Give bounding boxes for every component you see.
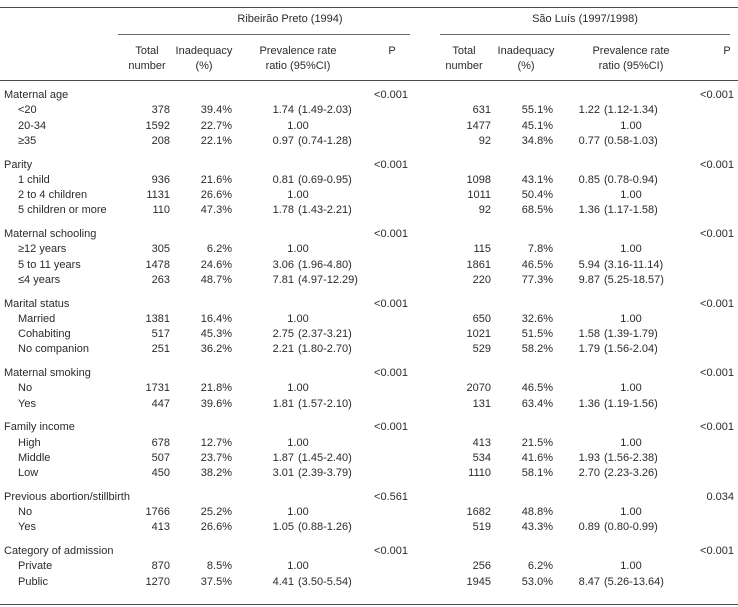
inadequacy-a: 48.7% <box>200 273 232 286</box>
total-b: 1477 <box>466 119 491 132</box>
inadequacy-a: 45.3% <box>200 328 232 341</box>
p-value-a: <0.001 <box>374 297 408 310</box>
total-b: 220 <box>472 273 491 286</box>
inadequacy-a: 8.5% <box>206 560 232 573</box>
total-b: 115 <box>473 243 491 256</box>
ci-a: (1.45-2.40) <box>298 451 352 464</box>
p-value-a: <0.001 <box>374 228 408 240</box>
pr-a: 0.81 <box>272 173 294 186</box>
inadequacy-a: 47.3% <box>200 204 232 217</box>
ci-a: (1.57-2.10) <box>298 397 352 410</box>
ci-b: (0.80-0.99) <box>604 521 658 534</box>
row-label: Private <box>18 560 53 573</box>
p-value-a: <0.001 <box>374 367 408 379</box>
total-b: 1945 <box>466 575 491 588</box>
pr-b: 9.87 <box>578 273 600 286</box>
inadequacy-b: 34.8% <box>521 134 553 147</box>
total-a: 413 <box>151 521 170 534</box>
total-b: 131 <box>472 397 491 410</box>
inadequacy-a: 21.8% <box>200 382 232 395</box>
inadequacy-a: 37.5% <box>200 575 232 588</box>
total-b: 1682 <box>466 506 491 518</box>
row-label: High <box>18 436 41 449</box>
ci-a: (3.50-5.54) <box>298 575 352 588</box>
pr-a: 2.21 <box>272 343 294 356</box>
col-header-a-2-l2: ratio (95%CI) <box>265 60 331 72</box>
pr-b: 1.00 <box>620 436 642 449</box>
pr-b: 1.00 <box>620 243 642 256</box>
total-a: 1731 <box>145 382 170 395</box>
p-value-a: <0.001 <box>374 89 408 101</box>
site-a-rule <box>118 34 410 35</box>
inadequacy-b: 55.1% <box>521 104 553 117</box>
col-header-b-0-l2: number <box>445 60 483 72</box>
inadequacy-a: 39.6% <box>200 397 232 410</box>
p-value-b: <0.001 <box>700 544 734 557</box>
pr-a: 2.75 <box>272 328 294 341</box>
col-header-b-1-l1: Inadequacy <box>497 45 555 57</box>
ci-a: (0.74-1.28) <box>298 134 352 147</box>
total-b: 519 <box>472 521 491 534</box>
total-a: 678 <box>151 436 170 449</box>
total-b: 92 <box>478 134 491 147</box>
inadequacy-a: 36.2% <box>200 343 232 356</box>
total-a: 378 <box>151 104 170 117</box>
inadequacy-b: 32.6% <box>521 312 553 325</box>
group-title: Maternal schooling <box>4 228 97 240</box>
row-label: ≥12 years <box>18 243 67 256</box>
row-label: Public <box>18 575 48 588</box>
col-header-a-0-l1: Total <box>135 45 159 57</box>
inadequacy-b: 21.5% <box>521 436 553 449</box>
col-header-b-1-l2: (%) <box>517 60 535 72</box>
col-header-b-2-l1: Prevalence rate <box>592 45 670 57</box>
total-a: 1766 <box>145 506 170 518</box>
row-label: 1 child <box>18 173 50 186</box>
ci-b: (1.56-2.38) <box>604 451 658 464</box>
total-a: 1478 <box>145 258 170 271</box>
total-b: 2070 <box>466 382 491 395</box>
inadequacy-a: 22.1% <box>200 134 232 147</box>
p-value-b: 0.034 <box>706 490 734 503</box>
group-title: Parity <box>4 158 33 171</box>
total-a: 1381 <box>145 312 170 325</box>
pr-a: 1.00 <box>287 119 309 132</box>
ci-a: (4.97-12.29) <box>298 273 358 286</box>
row-label: 5 children or more <box>18 204 107 217</box>
pr-a: 3.01 <box>272 467 294 480</box>
total-b: 534 <box>472 451 491 464</box>
ci-b: (1.39-1.79) <box>604 328 658 341</box>
ci-b: (5.25-18.57) <box>604 273 664 286</box>
p-value-b: <0.001 <box>700 367 734 379</box>
pr-b: 5.94 <box>578 258 600 271</box>
total-a: 1131 <box>146 189 170 202</box>
pr-a: 1.00 <box>287 243 309 256</box>
ci-a: (1.49-2.03) <box>298 104 352 117</box>
row-label: No companion <box>18 343 89 356</box>
group-title: Maternal smoking <box>4 367 91 379</box>
site-b-rule <box>440 34 730 35</box>
top-rule <box>0 7 738 8</box>
pr-a: 0.97 <box>272 134 294 147</box>
pr-b: 0.77 <box>578 134 600 147</box>
ci-b: (1.17-1.58) <box>604 204 658 217</box>
pr-b: 1.36 <box>578 397 600 410</box>
pr-a: 1.74 <box>272 104 294 117</box>
ci-a: (1.80-2.70) <box>298 343 352 356</box>
total-a: 517 <box>151 328 170 341</box>
total-b: 529 <box>472 343 491 356</box>
col-header-b-3-l1: P <box>723 45 731 57</box>
total-a: 305 <box>151 243 170 256</box>
inadequacy-b: 50.4% <box>521 189 553 202</box>
p-value-a: <0.561 <box>374 490 408 503</box>
p-value-b: <0.001 <box>700 421 734 434</box>
group-title: Category of admission <box>4 544 114 557</box>
ci-b: (1.56-2.04) <box>604 343 658 356</box>
site-a-header: Ribeirão Preto (1994) <box>237 13 343 25</box>
col-header-a-1-l2: (%) <box>195 60 213 72</box>
ci-a: (2.37-3.21) <box>298 328 352 341</box>
bottom-rule <box>0 604 738 605</box>
p-value-a: <0.001 <box>374 544 408 557</box>
row-label: 2 to 4 children <box>18 189 88 202</box>
inadequacy-b: 7.8% <box>527 243 553 256</box>
inadequacy-a: 16.4% <box>200 312 232 325</box>
total-b: 92 <box>478 204 491 217</box>
pr-a: 1.81 <box>272 397 294 410</box>
p-value-b: <0.001 <box>700 297 734 310</box>
col-header-a-0-l2: number <box>128 60 166 72</box>
col-header-b-0-l1: Total <box>452 45 476 57</box>
total-a: 208 <box>151 134 170 147</box>
inadequacy-a: 26.6% <box>200 189 232 202</box>
inadequacy-a: 12.7% <box>200 436 232 449</box>
total-b: 413 <box>472 436 491 449</box>
ci-b: (0.58-1.03) <box>604 134 658 147</box>
col-header-a-2-l1: Prevalence rate <box>259 45 337 57</box>
row-label: Cohabiting <box>18 328 71 341</box>
row-label: Married <box>18 312 56 325</box>
inadequacy-b: 51.5% <box>521 328 553 341</box>
inadequacy-a: 23.7% <box>200 451 232 464</box>
pr-a: 1.00 <box>287 189 309 202</box>
inadequacy-b: 63.4% <box>521 397 553 410</box>
total-a: 936 <box>151 173 170 186</box>
total-b: 631 <box>472 104 491 117</box>
pr-b: 1.00 <box>620 189 642 202</box>
pr-b: 1.00 <box>620 119 642 132</box>
inadequacy-b: 46.5% <box>521 382 553 395</box>
row-label: <20 <box>18 104 37 117</box>
p-value-b: <0.001 <box>700 228 734 240</box>
inadequacy-a: 22.7% <box>200 119 232 132</box>
pr-a: 1.00 <box>287 436 309 449</box>
row-label: Yes <box>18 521 36 534</box>
total-a: 263 <box>151 273 170 286</box>
site-b-header: São Luís (1997/1998) <box>532 13 638 25</box>
total-b: 1861 <box>466 258 491 271</box>
p-value-a: <0.001 <box>374 158 408 171</box>
group-title: Family income <box>4 421 75 434</box>
inadequacy-b: 43.1% <box>521 173 553 186</box>
ci-b: (2.23-3.26) <box>604 467 658 480</box>
total-a: 1592 <box>145 119 170 132</box>
pr-a: 1.00 <box>287 506 309 518</box>
total-a: 447 <box>151 397 170 410</box>
ci-a: (0.88-1.26) <box>298 521 352 534</box>
p-value-b: <0.001 <box>700 89 734 101</box>
pr-b: 8.47 <box>578 575 600 588</box>
pr-b: 1.00 <box>620 312 642 325</box>
inadequacy-b: 45.1% <box>521 119 553 132</box>
inadequacy-a: 38.2% <box>200 467 232 480</box>
p-value-a: <0.001 <box>374 421 408 434</box>
total-b: 1021 <box>466 328 491 341</box>
pr-a: 1.87 <box>272 451 294 464</box>
pr-a: 1.05 <box>272 521 294 534</box>
total-b: 1110 <box>468 467 491 480</box>
col-header-a-3-l1: P <box>388 45 396 57</box>
total-a: 110 <box>152 204 170 217</box>
total-b: 1011 <box>467 189 491 202</box>
row-label: 5 to 11 years <box>18 258 81 271</box>
inadequacy-b: 6.2% <box>527 560 553 573</box>
total-a: 1270 <box>145 575 170 588</box>
inadequacy-a: 6.2% <box>206 243 232 256</box>
inadequacy-a: 25.2% <box>200 506 232 518</box>
ci-a: (1.43-2.21) <box>298 204 352 217</box>
pr-b: 2.70 <box>578 467 600 480</box>
ci-b: (1.19-1.56) <box>604 397 658 410</box>
inadequacy-a: 24.6% <box>200 258 232 271</box>
pr-b: 1.93 <box>578 451 600 464</box>
inadequacy-b: 77.3% <box>521 273 553 286</box>
pr-b: 1.22 <box>578 104 600 117</box>
pr-b: 1.79 <box>578 343 600 356</box>
row-label: Yes <box>18 397 36 410</box>
inadequacy-b: 43.3% <box>521 521 553 534</box>
ci-a: (1.96-4.80) <box>298 258 352 271</box>
pr-b: 1.00 <box>620 382 642 395</box>
inadequacy-a: 21.6% <box>200 173 232 186</box>
row-label: ≤4 years <box>18 273 61 286</box>
pr-a: 4.41 <box>272 575 294 588</box>
inadequacy-b: 58.2% <box>521 343 553 356</box>
row-label: No <box>18 506 33 518</box>
col-header-a-1-l1: Inadequacy <box>175 45 233 57</box>
inadequacy-a: 26.6% <box>200 521 232 534</box>
row-label: ≥35 <box>18 134 37 147</box>
pr-a: 1.78 <box>272 204 294 217</box>
group-title: Marital status <box>4 297 70 310</box>
ci-b: (3.16-11.14) <box>604 258 664 271</box>
inadequacy-b: 58.1% <box>521 467 553 480</box>
pr-b: 1.00 <box>620 560 642 573</box>
pr-a: 1.00 <box>287 312 309 325</box>
col-header-b-2-l2: ratio (95%CI) <box>598 60 664 72</box>
pr-b: 1.00 <box>620 506 642 518</box>
total-b: 650 <box>472 312 491 325</box>
inadequacy-b: 48.8% <box>521 506 553 518</box>
total-a: 870 <box>151 560 170 573</box>
header-bottom-rule <box>0 80 738 81</box>
group-title: Previous abortion/stillbirth <box>4 490 130 503</box>
ci-a: (0.69-0.95) <box>298 173 352 186</box>
inadequacy-b: 46.5% <box>521 258 553 271</box>
ci-b: (0.78-0.94) <box>604 173 658 186</box>
total-b: 256 <box>472 560 491 573</box>
total-a: 251 <box>151 343 170 356</box>
row-label: Low <box>18 467 39 480</box>
p-value-b: <0.001 <box>700 158 734 171</box>
row-label: No <box>18 382 33 395</box>
row-label: Middle <box>18 451 51 464</box>
ci-b: (1.12-1.34) <box>604 104 658 117</box>
ci-b: (5.26-13.64) <box>604 575 664 588</box>
inadequacy-b: 53.0% <box>521 575 553 588</box>
pr-a: 1.00 <box>287 560 309 573</box>
pr-b: 1.58 <box>578 328 600 341</box>
ci-a: (2.39-3.79) <box>298 467 352 480</box>
pr-b: 0.85 <box>578 173 600 186</box>
group-title: Maternal age <box>4 89 69 101</box>
pr-b: 0.89 <box>578 521 600 534</box>
total-a: 450 <box>151 467 170 480</box>
row-label: 20-34 <box>18 119 47 132</box>
total-b: 1098 <box>466 173 491 186</box>
inadequacy-b: 68.5% <box>521 204 553 217</box>
pr-a: 1.00 <box>287 382 309 395</box>
pr-a: 3.06 <box>272 258 294 271</box>
inadequacy-a: 39.4% <box>200 104 232 117</box>
inadequacy-b: 41.6% <box>521 451 553 464</box>
pr-a: 7.81 <box>272 273 294 286</box>
total-a: 507 <box>151 451 170 464</box>
pr-b: 1.36 <box>578 204 600 217</box>
